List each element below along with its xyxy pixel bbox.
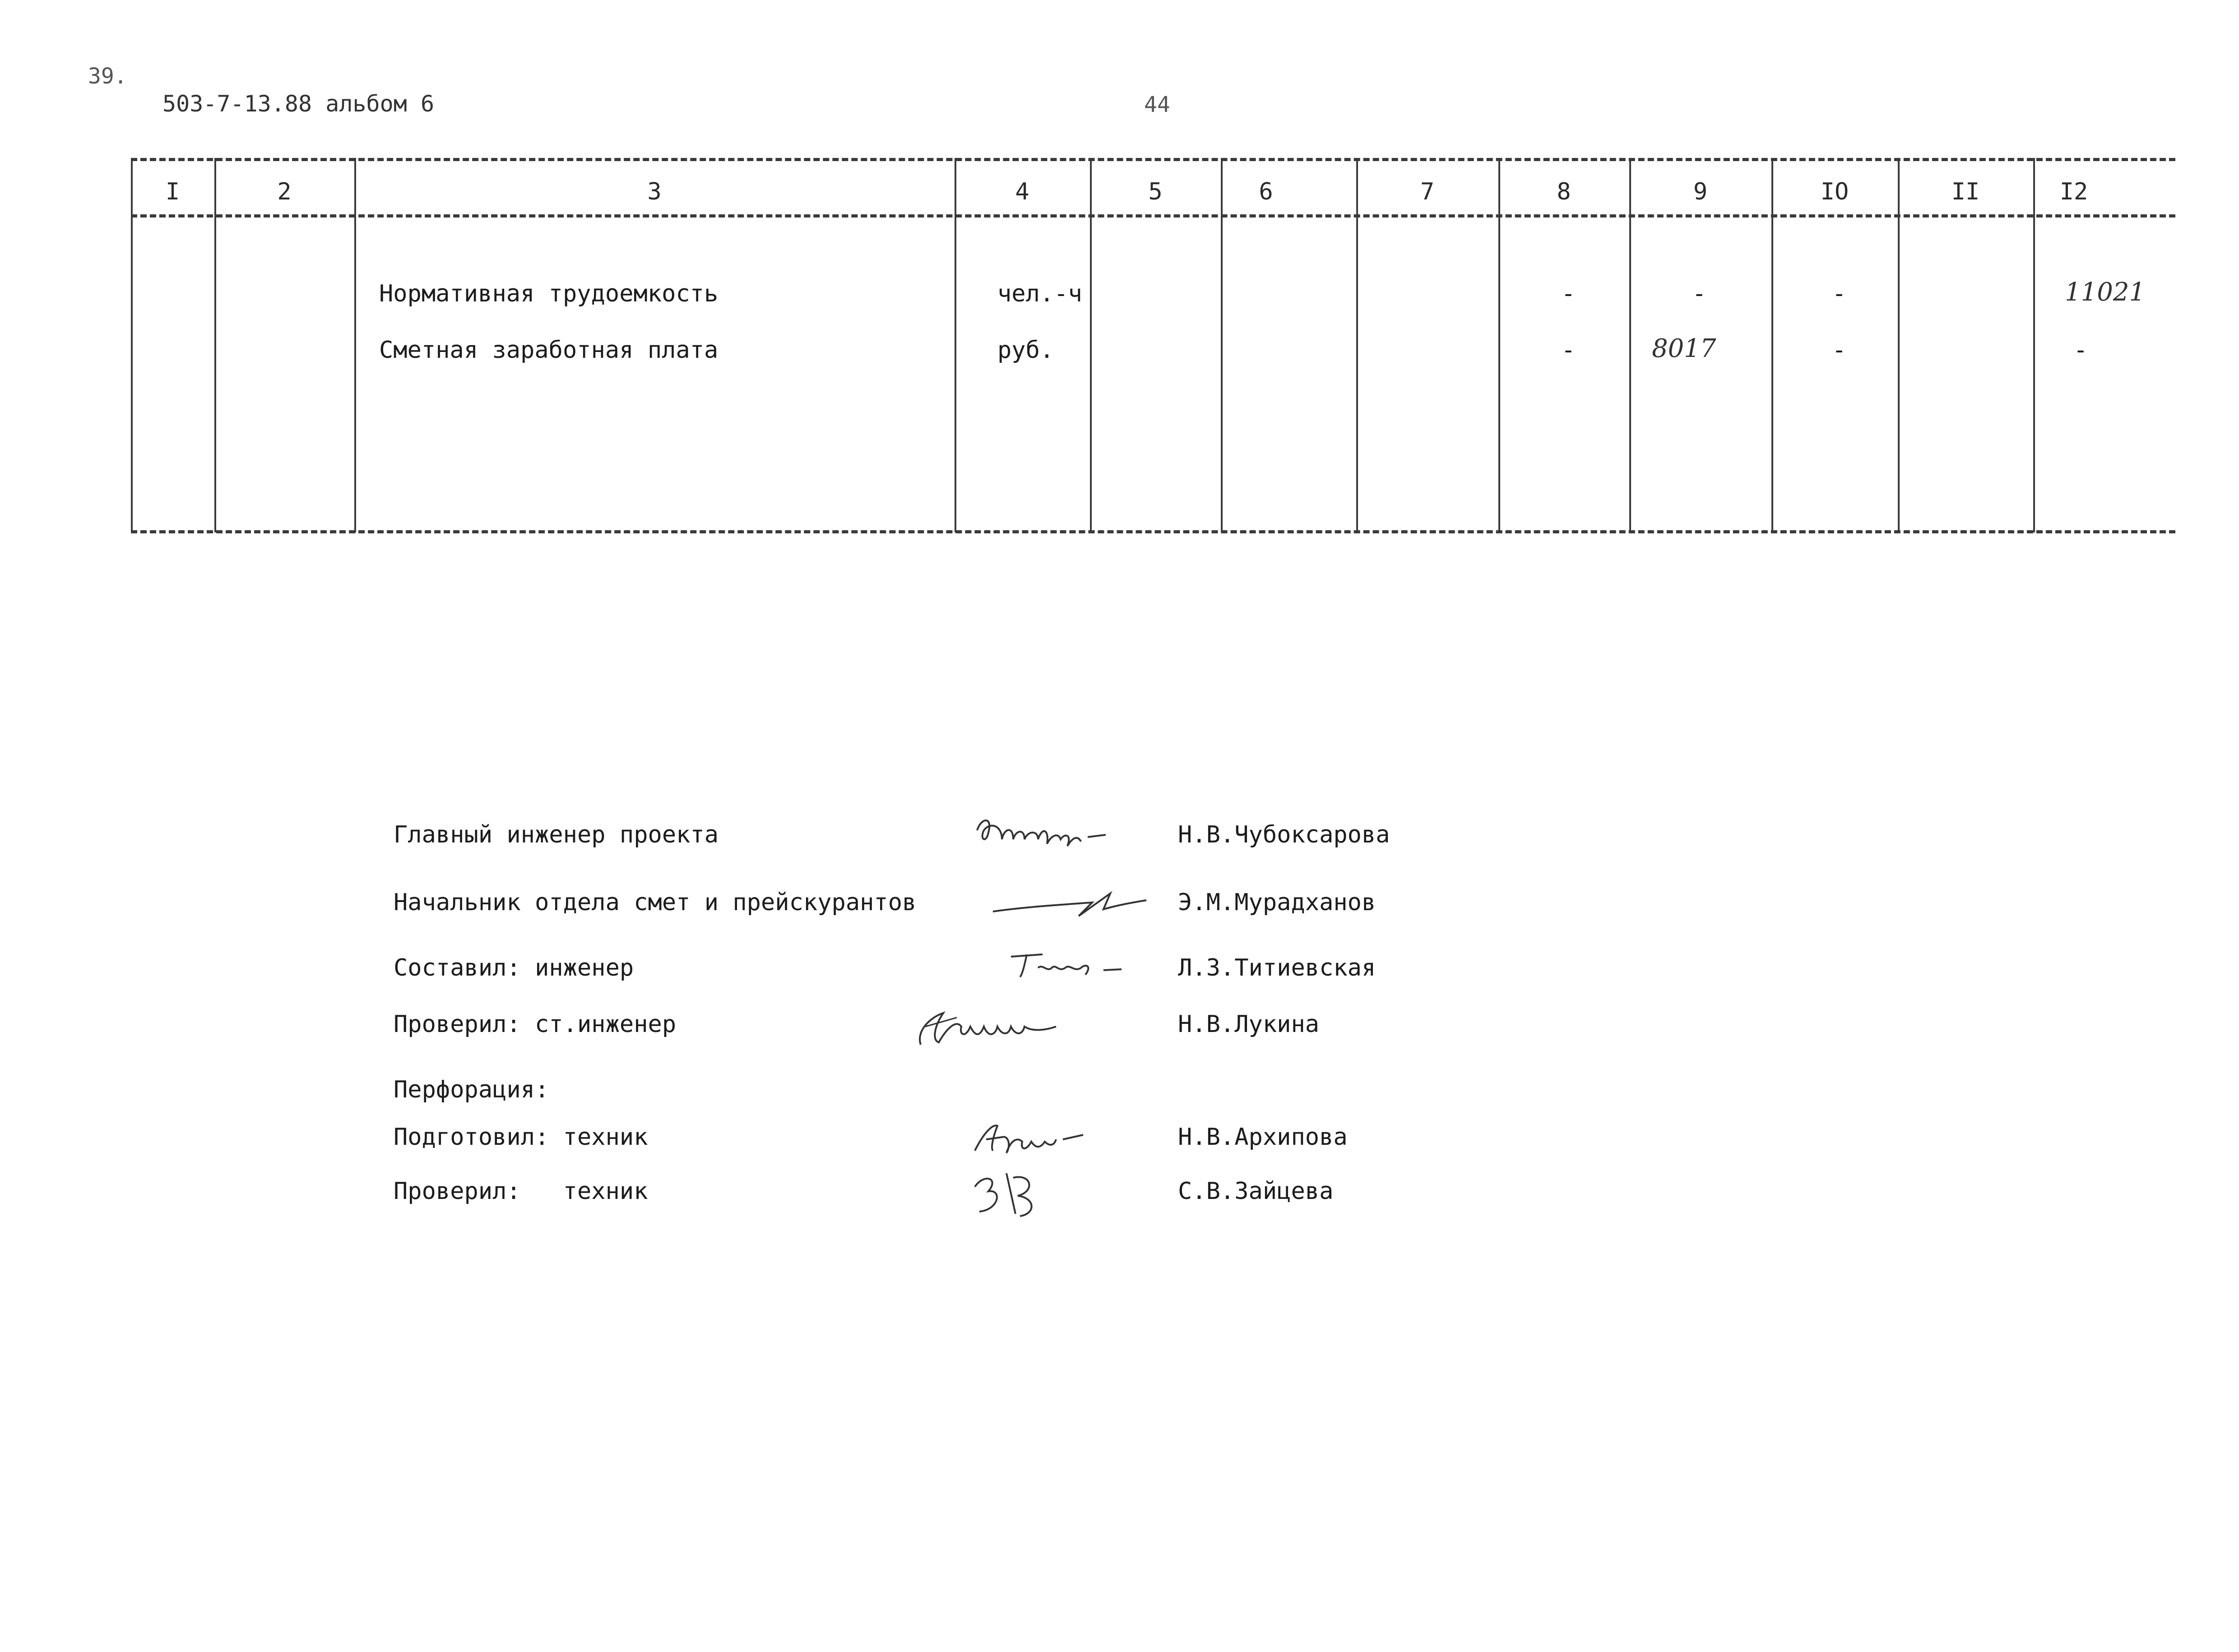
signature-row xyxy=(0,1178,2239,1214)
column-divider xyxy=(1356,158,1358,532)
row-col8-value: - xyxy=(1561,337,1576,364)
column-divider xyxy=(1090,158,1092,532)
row-description: Сметная заработная плата xyxy=(379,337,719,364)
column-divider xyxy=(354,158,356,532)
page-corner-mark: 39. xyxy=(88,64,127,89)
signer-role: Составил: инженер xyxy=(394,954,634,981)
row-unit: руб. xyxy=(997,337,1054,364)
column-divider xyxy=(1771,158,1773,532)
column-number: II xyxy=(1951,178,1980,205)
column-number: 7 xyxy=(1420,178,1435,205)
signer-name: Н.В.Архипова xyxy=(1178,1124,1348,1151)
column-number: I2 xyxy=(2059,178,2088,205)
signature-row xyxy=(0,889,2239,925)
table-header-divider xyxy=(131,214,2175,217)
page-number: 44 xyxy=(1144,92,1170,117)
signer-name: Н.В.Лукина xyxy=(1178,1011,1320,1038)
signature-row xyxy=(0,1011,2239,1047)
row-unit: чел.-ч xyxy=(997,280,1082,307)
column-divider xyxy=(1898,158,1900,532)
column-divider xyxy=(1629,158,1631,532)
row-col12-value: - xyxy=(2073,337,2088,364)
column-number: I xyxy=(165,178,180,205)
signer-name: С.В.Зайцева xyxy=(1178,1178,1334,1205)
column-number: IO xyxy=(1820,178,1849,205)
signer-name: Л.З.Титиевская xyxy=(1178,954,1376,981)
column-number: 3 xyxy=(647,178,662,205)
column-divider xyxy=(1221,158,1223,532)
column-number: 4 xyxy=(1015,178,1029,205)
handwritten-signature-icon xyxy=(964,1164,1045,1223)
row-col10-value: - xyxy=(1832,280,1846,307)
row-col8-value: - xyxy=(1561,280,1576,307)
handwritten-signature-icon xyxy=(988,884,1160,921)
signer-name: Н.В.Чубоксарова xyxy=(1178,821,1390,848)
row-col10-value: - xyxy=(1832,337,1846,364)
signer-role: Начальник отдела смет и прейскурантов xyxy=(394,889,917,916)
column-divider xyxy=(1498,158,1500,532)
column-divider xyxy=(955,158,956,532)
signature-row xyxy=(0,1124,2239,1160)
column-number: 9 xyxy=(1693,178,1708,205)
signer-role: Проверил: техник xyxy=(394,1178,648,1205)
handwritten-signature-icon xyxy=(966,1115,1092,1160)
document-id: 503-7-13.88 альбом 6 xyxy=(162,91,435,117)
perforation-label: Перфорация: xyxy=(394,1076,549,1103)
signer-role: Главный инженер проекта xyxy=(394,821,719,848)
row-description: Нормативная трудоемкость xyxy=(379,280,719,307)
handwritten-signature-icon xyxy=(907,1000,1088,1058)
signature-row xyxy=(0,954,2239,990)
signer-role: Проверил: ст.инженер xyxy=(394,1011,677,1038)
column-divider xyxy=(214,158,216,532)
column-number: 2 xyxy=(277,178,292,205)
signer-name: Э.М.Мурадханов xyxy=(1178,889,1376,916)
handwritten-signature-icon xyxy=(970,812,1115,857)
row-col12-value: 11021 xyxy=(2065,278,2146,307)
column-number: 6 xyxy=(1259,178,1273,205)
row-col9-value: 8017 xyxy=(1652,334,1716,363)
handwritten-signature-icon xyxy=(1006,948,1128,984)
signer-role: Подготовил: техник xyxy=(394,1124,648,1151)
column-number: 8 xyxy=(1557,178,1571,205)
signature-row xyxy=(0,821,2239,857)
signature-row xyxy=(0,1076,2239,1112)
table-bottom-border xyxy=(131,530,2175,533)
column-number: 5 xyxy=(1148,178,1163,205)
table-top-border xyxy=(131,158,2175,161)
column-divider xyxy=(131,158,133,532)
row-col9-value: - xyxy=(1692,280,1706,307)
column-divider xyxy=(2033,158,2035,532)
